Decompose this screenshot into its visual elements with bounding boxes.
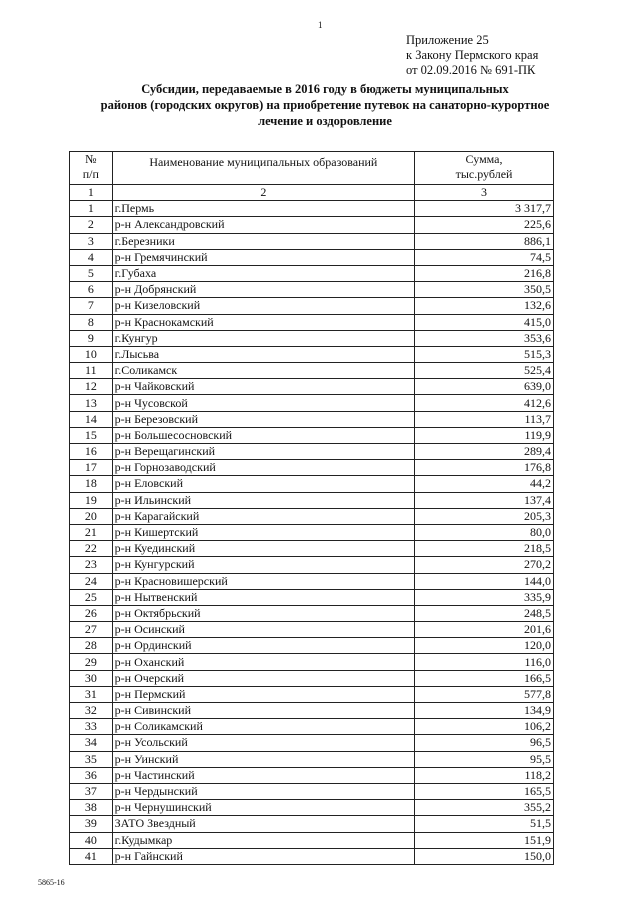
row-name: р-н Ординский [112, 638, 414, 654]
row-number: 16 [70, 444, 113, 460]
row-sum: 639,0 [415, 379, 554, 395]
row-sum: 166,5 [415, 670, 554, 686]
row-sum: 270,2 [415, 557, 554, 573]
row-number: 18 [70, 476, 113, 492]
row-name: р-н Октябрьский [112, 605, 414, 621]
row-sum: 96,5 [415, 735, 554, 751]
row-sum: 335,9 [415, 589, 554, 605]
row-sum: 150,0 [415, 848, 554, 864]
row-number: 22 [70, 541, 113, 557]
row-sum: 80,0 [415, 524, 554, 540]
header-number [70, 152, 113, 185]
row-number: 36 [70, 767, 113, 783]
row-number: 31 [70, 686, 113, 702]
row-number: 9 [70, 330, 113, 346]
row-name: р-н Чернушинский [112, 800, 414, 816]
appendix-line: Приложение 25 [406, 33, 489, 47]
row-sum: 51,5 [415, 816, 554, 832]
header-number-line: п/п [82, 167, 99, 181]
table-header-row [70, 152, 554, 185]
header-sum-line: Сумма, [465, 152, 503, 166]
row-number: 17 [70, 460, 113, 476]
row-sum: 144,0 [415, 573, 554, 589]
table-row [70, 832, 554, 848]
row-name: р-н Горнозаводский [112, 460, 414, 476]
appendix-note [406, 33, 538, 78]
row-name: г.Лысьва [112, 346, 414, 362]
table-row [70, 346, 554, 362]
table-row [70, 444, 554, 460]
table-row [70, 524, 554, 540]
document-title [70, 81, 580, 129]
title-line: районов (городских округов) на приобретение путевок на санаторно-курортное [100, 98, 550, 112]
row-number: 26 [70, 605, 113, 621]
row-number: 32 [70, 703, 113, 719]
row-number: 29 [70, 654, 113, 670]
table-row [70, 848, 554, 864]
header-sum [415, 152, 554, 185]
row-sum: 355,2 [415, 800, 554, 816]
row-name: г.Кудымкар [112, 832, 414, 848]
row-name: р-н Александровский [112, 217, 414, 233]
row-name: р-н Гайнский [112, 848, 414, 864]
row-sum: 95,5 [415, 751, 554, 767]
row-number: 11 [70, 363, 113, 379]
row-number: 10 [70, 346, 113, 362]
row-name: р-н Кизеловский [112, 298, 414, 314]
table-row [70, 217, 554, 233]
table-row [70, 298, 554, 314]
table-body [70, 201, 554, 865]
page-number: 1 [318, 20, 323, 30]
table-row [70, 557, 554, 573]
row-name: р-н Большесосновский [112, 427, 414, 443]
table-row [70, 735, 554, 751]
table-row [70, 395, 554, 411]
table-row [70, 605, 554, 621]
row-name: р-н Березовский [112, 411, 414, 427]
row-number: 27 [70, 622, 113, 638]
header-sum-line: тыс.рублей [455, 167, 513, 181]
appendix-line: от 02.09.2016 № 691-ПК [406, 63, 536, 77]
row-sum: 248,5 [415, 605, 554, 621]
row-name: р-н Усольский [112, 735, 414, 751]
column-number: 2 [112, 185, 414, 201]
table-row [70, 800, 554, 816]
row-number: 4 [70, 249, 113, 265]
row-sum: 350,5 [415, 282, 554, 298]
row-number: 3 [70, 233, 113, 249]
table-row [70, 783, 554, 799]
table-row [70, 201, 554, 217]
row-name: р-н Еловский [112, 476, 414, 492]
row-sum: 577,8 [415, 686, 554, 702]
row-sum: 218,5 [415, 541, 554, 557]
row-name: р-н Красновишерский [112, 573, 414, 589]
table-row [70, 492, 554, 508]
row-number: 5 [70, 265, 113, 281]
row-number: 6 [70, 282, 113, 298]
row-name: г.Березники [112, 233, 414, 249]
row-number: 13 [70, 395, 113, 411]
row-name: р-н Пермский [112, 686, 414, 702]
table-row [70, 249, 554, 265]
table-row [70, 541, 554, 557]
table-row [70, 282, 554, 298]
row-sum: 886,1 [415, 233, 554, 249]
row-name: р-н Чусовской [112, 395, 414, 411]
row-sum: 225,6 [415, 217, 554, 233]
row-sum: 113,7 [415, 411, 554, 427]
row-name: р-н Осинский [112, 622, 414, 638]
table-row [70, 460, 554, 476]
table-row [70, 622, 554, 638]
table-row [70, 589, 554, 605]
row-number: 34 [70, 735, 113, 751]
row-number: 23 [70, 557, 113, 573]
row-number: 41 [70, 848, 113, 864]
row-number: 20 [70, 508, 113, 524]
row-name: р-н Сивинский [112, 703, 414, 719]
row-name: г.Пермь [112, 201, 414, 217]
table-row [70, 233, 554, 249]
table-row [70, 751, 554, 767]
table-row [70, 703, 554, 719]
row-name: р-н Краснокамский [112, 314, 414, 330]
header-name: Наименование муниципальных образований [112, 152, 414, 185]
row-name: р-н Кишертский [112, 524, 414, 540]
row-sum: 116,0 [415, 654, 554, 670]
row-name: р-н Добрянский [112, 282, 414, 298]
row-sum: 289,4 [415, 444, 554, 460]
row-sum: 119,9 [415, 427, 554, 443]
row-name: р-н Кунгурский [112, 557, 414, 573]
row-number: 38 [70, 800, 113, 816]
row-sum: 118,2 [415, 767, 554, 783]
table-row [70, 767, 554, 783]
row-sum: 106,2 [415, 719, 554, 735]
row-number: 8 [70, 314, 113, 330]
row-name: р-н Карагайский [112, 508, 414, 524]
column-numbers-row [70, 185, 554, 201]
row-number: 19 [70, 492, 113, 508]
title-line: лечение и оздоровление [258, 114, 392, 128]
row-name: р-н Уинский [112, 751, 414, 767]
subsidies-table [69, 151, 554, 865]
row-number: 14 [70, 411, 113, 427]
table-row [70, 476, 554, 492]
table-row [70, 686, 554, 702]
table-row [70, 508, 554, 524]
row-number: 1 [70, 201, 113, 217]
appendix-line: к Закону Пермского края [406, 48, 539, 62]
row-sum: 525,4 [415, 363, 554, 379]
footer-code: 5865-16 [38, 878, 65, 887]
row-number: 21 [70, 524, 113, 540]
row-name: р-н Оханский [112, 654, 414, 670]
row-number: 28 [70, 638, 113, 654]
row-name: р-н Очерский [112, 670, 414, 686]
row-number: 39 [70, 816, 113, 832]
row-name: р-н Верещагинский [112, 444, 414, 460]
row-name: р-н Чердынский [112, 783, 414, 799]
table-row [70, 265, 554, 281]
row-sum: 205,3 [415, 508, 554, 524]
row-sum: 412,6 [415, 395, 554, 411]
row-name: р-н Чайковский [112, 379, 414, 395]
row-name: р-н Куединский [112, 541, 414, 557]
table-row [70, 654, 554, 670]
row-sum: 415,0 [415, 314, 554, 330]
row-name: р-н Частинский [112, 767, 414, 783]
row-sum: 176,8 [415, 460, 554, 476]
row-name: ЗАТО Звездный [112, 816, 414, 832]
header-number-line: № [85, 152, 97, 166]
table-row [70, 411, 554, 427]
row-sum: 353,6 [415, 330, 554, 346]
row-number: 40 [70, 832, 113, 848]
row-number: 12 [70, 379, 113, 395]
row-name: г.Кунгур [112, 330, 414, 346]
row-sum: 44,2 [415, 476, 554, 492]
table-row [70, 638, 554, 654]
table-row [70, 314, 554, 330]
row-sum: 201,6 [415, 622, 554, 638]
table-row [70, 816, 554, 832]
table-row [70, 427, 554, 443]
row-sum: 515,3 [415, 346, 554, 362]
column-number: 1 [70, 185, 113, 201]
title-line: Субсидии, передаваемые в 2016 году в бюджеты муниципальных [141, 82, 509, 96]
row-number: 15 [70, 427, 113, 443]
table-row [70, 330, 554, 346]
row-sum: 216,8 [415, 265, 554, 281]
table-row [70, 719, 554, 735]
row-number: 30 [70, 670, 113, 686]
row-number: 24 [70, 573, 113, 589]
table-row [70, 379, 554, 395]
row-name: г.Губаха [112, 265, 414, 281]
row-sum: 165,5 [415, 783, 554, 799]
row-name: р-н Нытвенский [112, 589, 414, 605]
row-number: 35 [70, 751, 113, 767]
row-number: 7 [70, 298, 113, 314]
row-sum: 132,6 [415, 298, 554, 314]
table-row [70, 363, 554, 379]
row-number: 2 [70, 217, 113, 233]
row-name: р-н Ильинский [112, 492, 414, 508]
table-row [70, 670, 554, 686]
table-row [70, 573, 554, 589]
row-sum: 120,0 [415, 638, 554, 654]
row-number: 25 [70, 589, 113, 605]
row-sum: 134,9 [415, 703, 554, 719]
row-sum: 3 317,7 [415, 201, 554, 217]
row-sum: 137,4 [415, 492, 554, 508]
row-name: р-н Соликамский [112, 719, 414, 735]
row-number: 33 [70, 719, 113, 735]
row-sum: 151,9 [415, 832, 554, 848]
row-name: р-н Гремячинский [112, 249, 414, 265]
row-name: г.Соликамск [112, 363, 414, 379]
column-number: 3 [415, 185, 554, 201]
row-sum: 74,5 [415, 249, 554, 265]
row-number: 37 [70, 783, 113, 799]
